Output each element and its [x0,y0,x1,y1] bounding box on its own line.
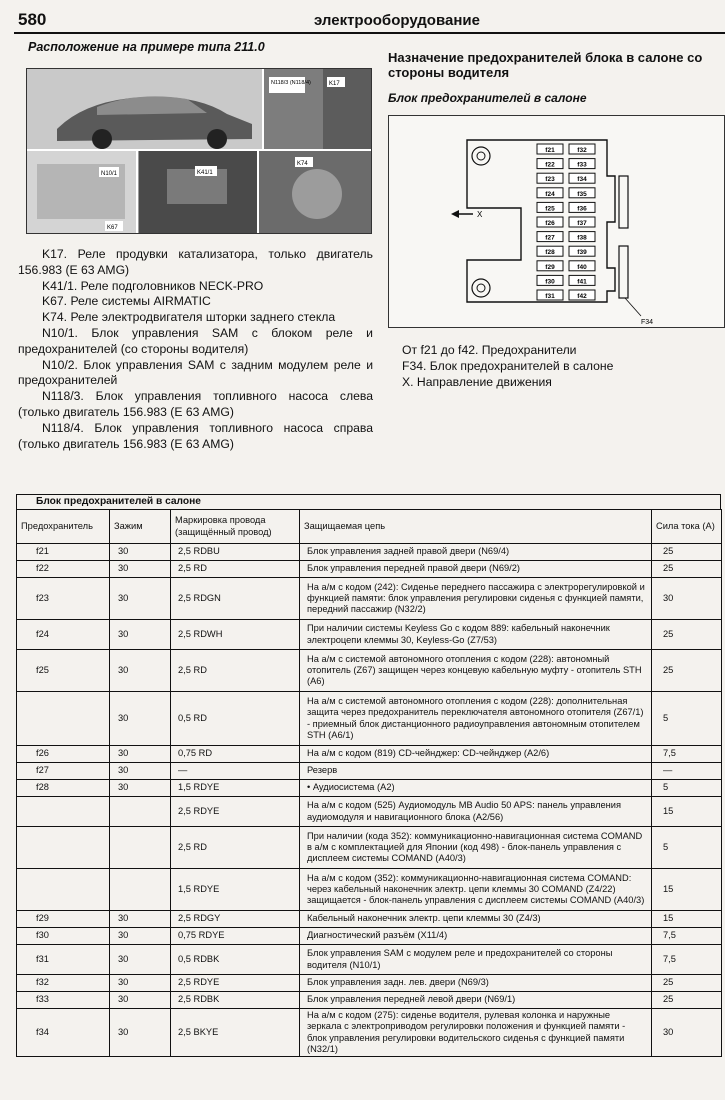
fuse-block-column [388,50,725,390]
fuse-block-drawing [389,116,725,329]
legend-item: K67. Реле системы AIRMATIC [42,294,211,309]
fuse-block-label: F34 [641,319,654,326]
mount-hole-bottom [472,279,490,297]
cell-fuse: f31 [17,945,110,975]
cell-circuit: Блок управления задн. лев. двери (N69/3) [300,975,652,992]
fuse-table-row [17,1009,722,1057]
cell-fuse: f25 [17,650,110,692]
cell-circuit: Диагностический разъём (X11/4) [300,928,652,945]
cell-current: 5 [652,692,722,746]
fuse-table-row [17,992,722,1009]
cell-fuse: f21 [17,544,110,561]
cell-wire: 2,5 BKYE [171,1009,300,1057]
legend-item: N10/1. Блок управления SAM с блоком реле и предохранителей (со стороны водителя) [18,325,373,356]
cell-terminal: 30 [110,911,171,928]
cell-fuse: f24 [17,620,110,650]
fuse-slot-label: f27 [545,234,555,242]
cell-terminal: 30 [110,763,171,780]
cell-wire: 0,5 RDBK [171,945,300,975]
cell-circuit: Блок управления передней правой двери (N69/2) [300,561,652,578]
direction-label: X [477,210,483,219]
cell-current: 5 [652,827,722,869]
legend-item: N10/2. Блок управления SAM с задним модулем реле и предохранителей [18,357,373,388]
cell-fuse [17,692,110,746]
fuse-table-row [17,911,722,928]
cell-fuse [17,869,110,911]
header-fuse: Предохранитель [17,510,110,544]
cell-fuse: f33 [17,992,110,1009]
photo-label-k74: K74 [297,161,308,167]
legend-item: K74. Реле электродвигателя шторки заднего стекла [42,310,336,325]
cell-terminal [110,797,171,827]
cell-wire: 2,5 RD [171,650,300,692]
cell-circuit: На а/м с кодом (242): Сиденье переднего пассажира с электрорегулировкой и функцией памяти: блок управления регулировки сиденья с функцией памяти, передний пассажир (N32/2) [300,578,652,620]
fuse-table-title: Блок предохранителей в салоне [16,494,721,509]
location-photo [26,68,372,234]
fuse-slot-label: f42 [577,293,587,300]
fuse-slot-label: f29 [545,263,555,271]
fuse-block-diagram [388,115,725,328]
fuse-slot-label: f33 [577,161,587,169]
fuse-slot-label: f30 [545,278,555,286]
fuse-section-title: Назначение предохранителей блока в салоне со стороны водителя [388,50,703,80]
cell-terminal: 30 [110,578,171,620]
cell-wire: 2,5 RDWH [171,620,300,650]
cell-wire: 2,5 RDYE [171,975,300,992]
cell-fuse: f32 [17,975,110,992]
cell-circuit: На а/м с системой автономного отопления с кодом (228): дополнительная защита через предохранитель переключателя автономного отопителя (Z67/1) - приемный блок дистанционного радиоуправления автономным отопителем STH (A6/1) [300,692,652,746]
header-terminal: Зажим [110,510,171,544]
fuse-table-row [17,544,722,561]
cell-fuse: f26 [17,746,110,763]
cell-circuit: Резерв [300,763,652,780]
fuse-legend [402,342,725,390]
cell-wire: 2,5 RD [171,827,300,869]
fuse-slot-label: f39 [577,249,587,257]
cell-current: — [652,763,722,780]
fuse-table-row [17,797,722,827]
fuse-table-header-row [17,510,722,544]
fuse-table-row [17,578,722,620]
cell-wire: 2,5 RDBU [171,544,300,561]
cell-current: 15 [652,869,722,911]
cell-wire: 1,5 RDYE [171,780,300,797]
legend-item: K41/1. Реле подголовников NECK-PRO [42,278,264,293]
fuse-slot-label: f41 [577,278,587,286]
cell-circuit: На а/м с кодом (275): сиденье водителя, рулевая колонка и наружные зеркала с электроприводом регулировки положения и функцией памяти - блок управления регулировки водительского сиденья с функцией памяти (N32/1) [300,1009,652,1057]
fuse-table-row [17,692,722,746]
fuse-slot-label: f26 [545,220,555,227]
cell-terminal [110,869,171,911]
fuse-table-section [16,494,721,1057]
location-legend [18,247,373,452]
cell-terminal: 30 [110,945,171,975]
fuse-table-row [17,827,722,869]
cell-current: 30 [652,578,722,620]
fuse-slot-label: f34 [577,176,587,184]
fuse-slot-label: f31 [545,293,555,300]
cell-wire: 0,75 RDYE [171,928,300,945]
fuse-table-row [17,650,722,692]
fuse-table-row [17,561,722,578]
cell-terminal: 30 [110,544,171,561]
cell-wire: 2,5 RDGY [171,911,300,928]
cell-current: 7,5 [652,928,722,945]
cell-circuit: На а/м с кодом (525) Аудиомодуль MB Audio 50 APS: панель управления аудиомодуля и навигационного блока (A2/56) [300,797,652,827]
cell-circuit: При наличии системы Keyless Go с кодом 889: кабельный наконечник электроцепи клеммы 30, Keyless-Go (Z7/53) [300,620,652,650]
cell-current: 7,5 [652,945,722,975]
legend-item: N118/4. Блок управления топливного насоса справа (только двигатель 156.983 (E 63 AMG) [18,420,373,451]
cell-terminal: 30 [110,992,171,1009]
cell-circuit: На а/м с кодом (819) CD-чейнджер: CD-чейнджер (A2/6) [300,746,652,763]
location-column [18,40,373,452]
cell-fuse: f30 [17,928,110,945]
fuse-section-subtitle: Блок предохранителей в салоне [388,91,587,105]
cell-current: 7,5 [652,746,722,763]
cell-fuse: f29 [17,911,110,928]
photo-label-n10: N10/1 [101,171,118,177]
page-header [14,8,725,34]
fuse-legend-item: F34. Блок предохранителей в салоне [402,359,614,373]
mount-hole-top [472,147,490,165]
fuse-slot-label: f25 [545,205,555,213]
fuse-table-row [17,763,722,780]
photo-label-k41: K41/1 [197,170,213,176]
cell-current: 25 [652,650,722,692]
fuse-legend-item: X. Направление движения [402,375,552,389]
fuse-slot-label: f37 [577,220,587,227]
cell-current: 25 [652,561,722,578]
cell-fuse: f23 [17,578,110,620]
cell-wire: 0,75 RD [171,746,300,763]
cell-wire: 2,5 RD [171,561,300,578]
cell-wire: 0,5 RD [171,692,300,746]
photo-label-k67: K67 [107,225,118,231]
fuse-table-row [17,780,722,797]
cell-fuse: f22 [17,561,110,578]
cell-wire: 2,5 RDGN [171,578,300,620]
cell-current: 25 [652,544,722,561]
fuse-slot-label: f32 [577,147,587,154]
fuse-slot-label: f35 [577,190,587,198]
fuse-table-row [17,620,722,650]
cell-terminal: 30 [110,1009,171,1057]
fuse-table-row [17,928,722,945]
cell-current: 25 [652,975,722,992]
cell-fuse [17,827,110,869]
cell-terminal: 30 [110,746,171,763]
cell-terminal [110,827,171,869]
cell-current: 25 [652,992,722,1009]
cell-circuit: Кабельный наконечник электр. цепи клеммы 30 (Z4/3) [300,911,652,928]
cell-circuit: На а/м с системой автономного отопления с кодом (228): автономный отопитель (Z67) защищен через концевую кабельную муфту - отопитель STH (A6) [300,650,652,692]
cell-circuit: • Аудиосистема (A2) [300,780,652,797]
cell-terminal: 30 [110,561,171,578]
section-title: электрооборудование [314,12,480,29]
photo-label-n118: N118/3 (N118/4) [271,80,311,86]
fuse-table-row [17,746,722,763]
header-circuit: Защищаемая цепь [300,510,652,544]
fuse-table-row [17,945,722,975]
cell-wire: — [171,763,300,780]
cell-current: 30 [652,1009,722,1057]
cell-circuit: Блок управления задней правой двери (N69/4) [300,544,652,561]
cell-terminal: 30 [110,692,171,746]
legend-item: K17. Реле продувки катализатора, только двигатель 156.983 (E 63 AMG) [18,247,373,277]
fuse-slot-label: f36 [577,205,587,213]
fuse-slot-label: f38 [577,234,587,242]
cell-terminal: 30 [110,650,171,692]
fuse-slot-label: f28 [545,249,555,257]
f34-leader [625,298,641,316]
fuse-slot-label: f23 [545,176,555,184]
relay-slot-top [619,176,628,228]
cell-wire: 1,5 RDYE [171,869,300,911]
cell-wire: 2,5 RDYE [171,797,300,827]
cell-wire: 2,5 RDBK [171,992,300,1009]
cell-fuse [17,797,110,827]
fuse-slot-label: f22 [545,161,555,169]
cell-circuit: Блок управления SAM с модулем реле и предохранителей со стороны водителя (N10/1) [300,945,652,975]
cell-fuse: f28 [17,780,110,797]
legend-item: N118/3. Блок управления топливного насоса слева (только двигатель 156.983 (E 63 AMG) [18,389,373,419]
cell-terminal: 30 [110,975,171,992]
fuse-slot-label: f21 [545,147,555,154]
cell-terminal: 30 [110,780,171,797]
cell-current: 5 [652,780,722,797]
location-photo-collage [27,69,372,234]
fuse-legend-item: От f21 до f42. Предохранители [402,343,577,357]
cell-circuit: При наличии (кода 352): коммуникационно-навигационная система COMAND в а/м с комплектацией для Японии (код 498) - блок-панель управления с дисплеем системы COMAND (A40/3) [300,827,652,869]
header-current: Сила тока (А) [652,510,722,544]
cell-fuse: f27 [17,763,110,780]
location-caption: Расположение на примере типа 211.0 [28,40,265,54]
fuse-table [16,509,722,1057]
cell-fuse: f34 [17,1009,110,1057]
photo-label-k17: K17 [329,81,340,87]
fuse-slot-label: f40 [577,263,587,271]
fuse-slot-label: f24 [545,190,555,198]
cell-circuit: Блок управления передней левой двери (N69/1) [300,992,652,1009]
cell-current: 15 [652,911,722,928]
header-wire: Маркировка провода (защищённый провод) [171,510,300,544]
cell-circuit: На а/м с кодом (352): коммуникационно-навигационная система COMAND: через кабельный наконечник электр. цепи клеммы 30 COMAND (Z4/22) защищается - блок-панель управления с дисплеем системы COMAND (A40/3) [300,869,652,911]
fuse-table-row [17,869,722,911]
fuse-table-row [17,975,722,992]
cell-current: 15 [652,797,722,827]
relay-slot-bottom [619,246,628,298]
cell-terminal: 30 [110,928,171,945]
page-number: 580 [18,10,47,29]
cell-current: 25 [652,620,722,650]
cell-terminal: 30 [110,620,171,650]
